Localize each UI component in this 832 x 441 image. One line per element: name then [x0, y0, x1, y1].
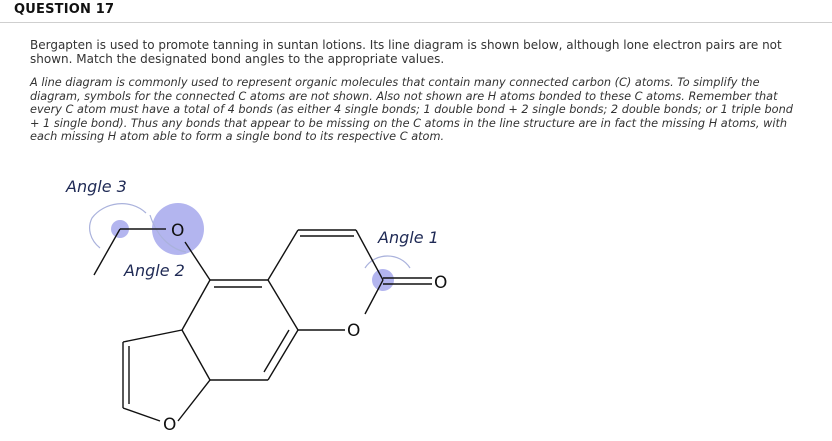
bergapten-line-diagram: [0, 170, 832, 441]
furan-oxygen: O: [163, 415, 177, 435]
angle3-label: Angle 3: [66, 177, 127, 196]
question-intro: Bergapten is used to promote tanning in suntan lotions. Its line diagram is shown below, although lone electron pairs are not shown. Match the designated bond angles to the appropriate values.: [30, 38, 782, 66]
lactone-oxygen: O: [347, 321, 361, 341]
bonds: [94, 229, 432, 421]
question-note: A line diagram is commonly used to represent organic molecules that contain many connected carbon (C) atoms. To simplify the diagram, symbols for the connected C atoms are not shown. Also not shown are H atoms bonded to these C atoms. Remember that every C atom must have a total of 4 bonds (as either 4 single bonds; 1 double bond + 2 single bonds; 2 double bonds; or 1 triple bond + 1 single bond). Thus any bonds that appear to be missing on the C atoms in the line structure are in fact the missing H atoms, with each missing H atom able to form a single bond to its respective C atom.: [30, 76, 793, 144]
question-title: QUESTION 17: [14, 2, 115, 17]
angle1-label: Angle 1: [378, 228, 439, 247]
carbonyl-oxygen: O: [434, 273, 448, 293]
angle2-label: Angle 2: [124, 261, 185, 280]
methoxy-oxygen: O: [171, 221, 185, 241]
title-divider: [0, 22, 832, 23]
